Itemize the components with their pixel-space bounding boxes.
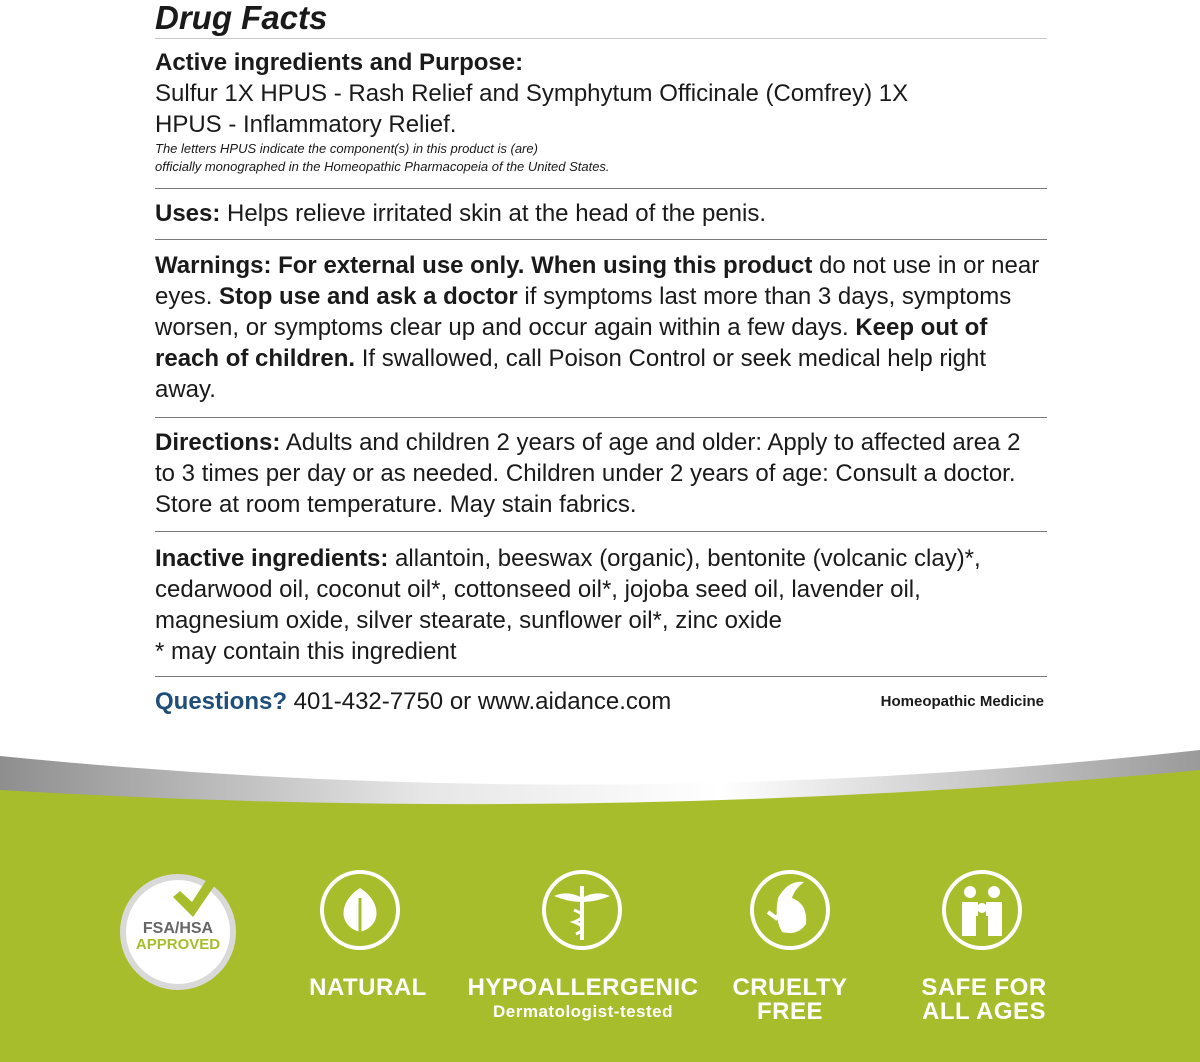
all-ages-text: ALL AGES [921,998,1046,1025]
warnings-text-3: If swallowed, call Poison Control or seek medical help right away. [155,345,987,403]
drug-facts-title: Drug Facts [155,0,1047,39]
questions-contact[interactable]: 401-432-7750 or www.aidance.com [287,687,672,715]
directions-text: Adults and children 2 years of age and older: Apply to affected area 2 to 3 times per day or as needed. Children under 2 years of age: Consult a doctor. Store at room temperature. May stain fabrics. [155,429,1021,518]
warnings-heading: Warnings: [155,252,279,279]
inactive-ingredients-text: allantoin, beeswax (organic), bentonite (volcanic clay)*, cedarwood oil, coconut oil*, cottonseed oil*, jojoba seed oil, lavender oil, magnesium oxide, silver stearate, sunflower oil*, zinc oxide [155,545,981,634]
warnings-bold-1: For external use only. When using this product [278,252,813,279]
drug-facts-panel [155,0,1047,725]
active-ingredients-heading: Active ingredients and Purpose: [155,49,524,76]
active-ingredients-line2: HPUS - Inflammatory Relief. [155,111,457,138]
free-text: FREE [756,998,823,1025]
cruelty-text: CRUELTY [732,974,848,1001]
uses-section [155,189,1047,240]
active-ingredients-section [155,39,1047,189]
natural-label: NATURAL [309,974,427,1001]
active-ingredients-line1: Sulfur 1X HPUS - Rash Relief and Symphytum Officinale (Comfrey) 1X [155,80,909,107]
fsa-approved-text: APPROVED [135,936,221,953]
hypoallergenic-text: HYPOALLERGENIC [467,974,699,1001]
safe-for-text: SAFE FOR [921,974,1047,1001]
leaf-icon [318,868,402,952]
warnings-bold-3: Keep out of reach of children. [155,314,988,372]
directions-heading: Directions: [155,429,281,456]
family-icon [940,868,1024,952]
inactive-ingredients-heading: Inactive ingredients: [155,545,389,572]
dermatologist-tested-text: Dermatologist-tested [492,1002,674,1021]
hpus-note-line2: officially monographed in the Homeopathic Pharmacopeia of the United States. [155,159,610,174]
uses-text: Helps relieve irritated skin at the head of the penis. [220,200,767,227]
safe-for-all-ages-label [900,976,1068,1024]
questions-label: Questions? [155,687,288,715]
fsa-hsa-text: FSA/HSA [142,920,214,937]
warnings-text-1: do not use in or near eyes. [155,252,1040,310]
uses-heading: Uses: [155,200,221,227]
hpus-note-line1: The letters HPUS indicate the component(s) in this product is (are) [155,141,538,156]
warnings-text-2: if symptoms last more than 3 days, symptoms worsen, or symptoms clear up and occur again within a few days. [155,283,1012,341]
inactive-ingredients-section [155,532,1047,677]
rabbit-icon [748,868,832,952]
warnings-section [155,240,1047,418]
fsa-hsa-badge [118,862,258,992]
hypoallergenic-label [455,976,711,1024]
warnings-bold-2: Stop use and ask a doctor [219,283,518,310]
questions-row [155,677,1047,725]
directions-section [155,418,1047,532]
inactive-ingredients-footnote: * may contain this ingredient [155,638,457,665]
homeopathic-medicine-label: Homeopathic Medicine [880,692,1044,710]
caduceus-icon [540,868,624,952]
cruelty-free-label [720,976,860,1024]
